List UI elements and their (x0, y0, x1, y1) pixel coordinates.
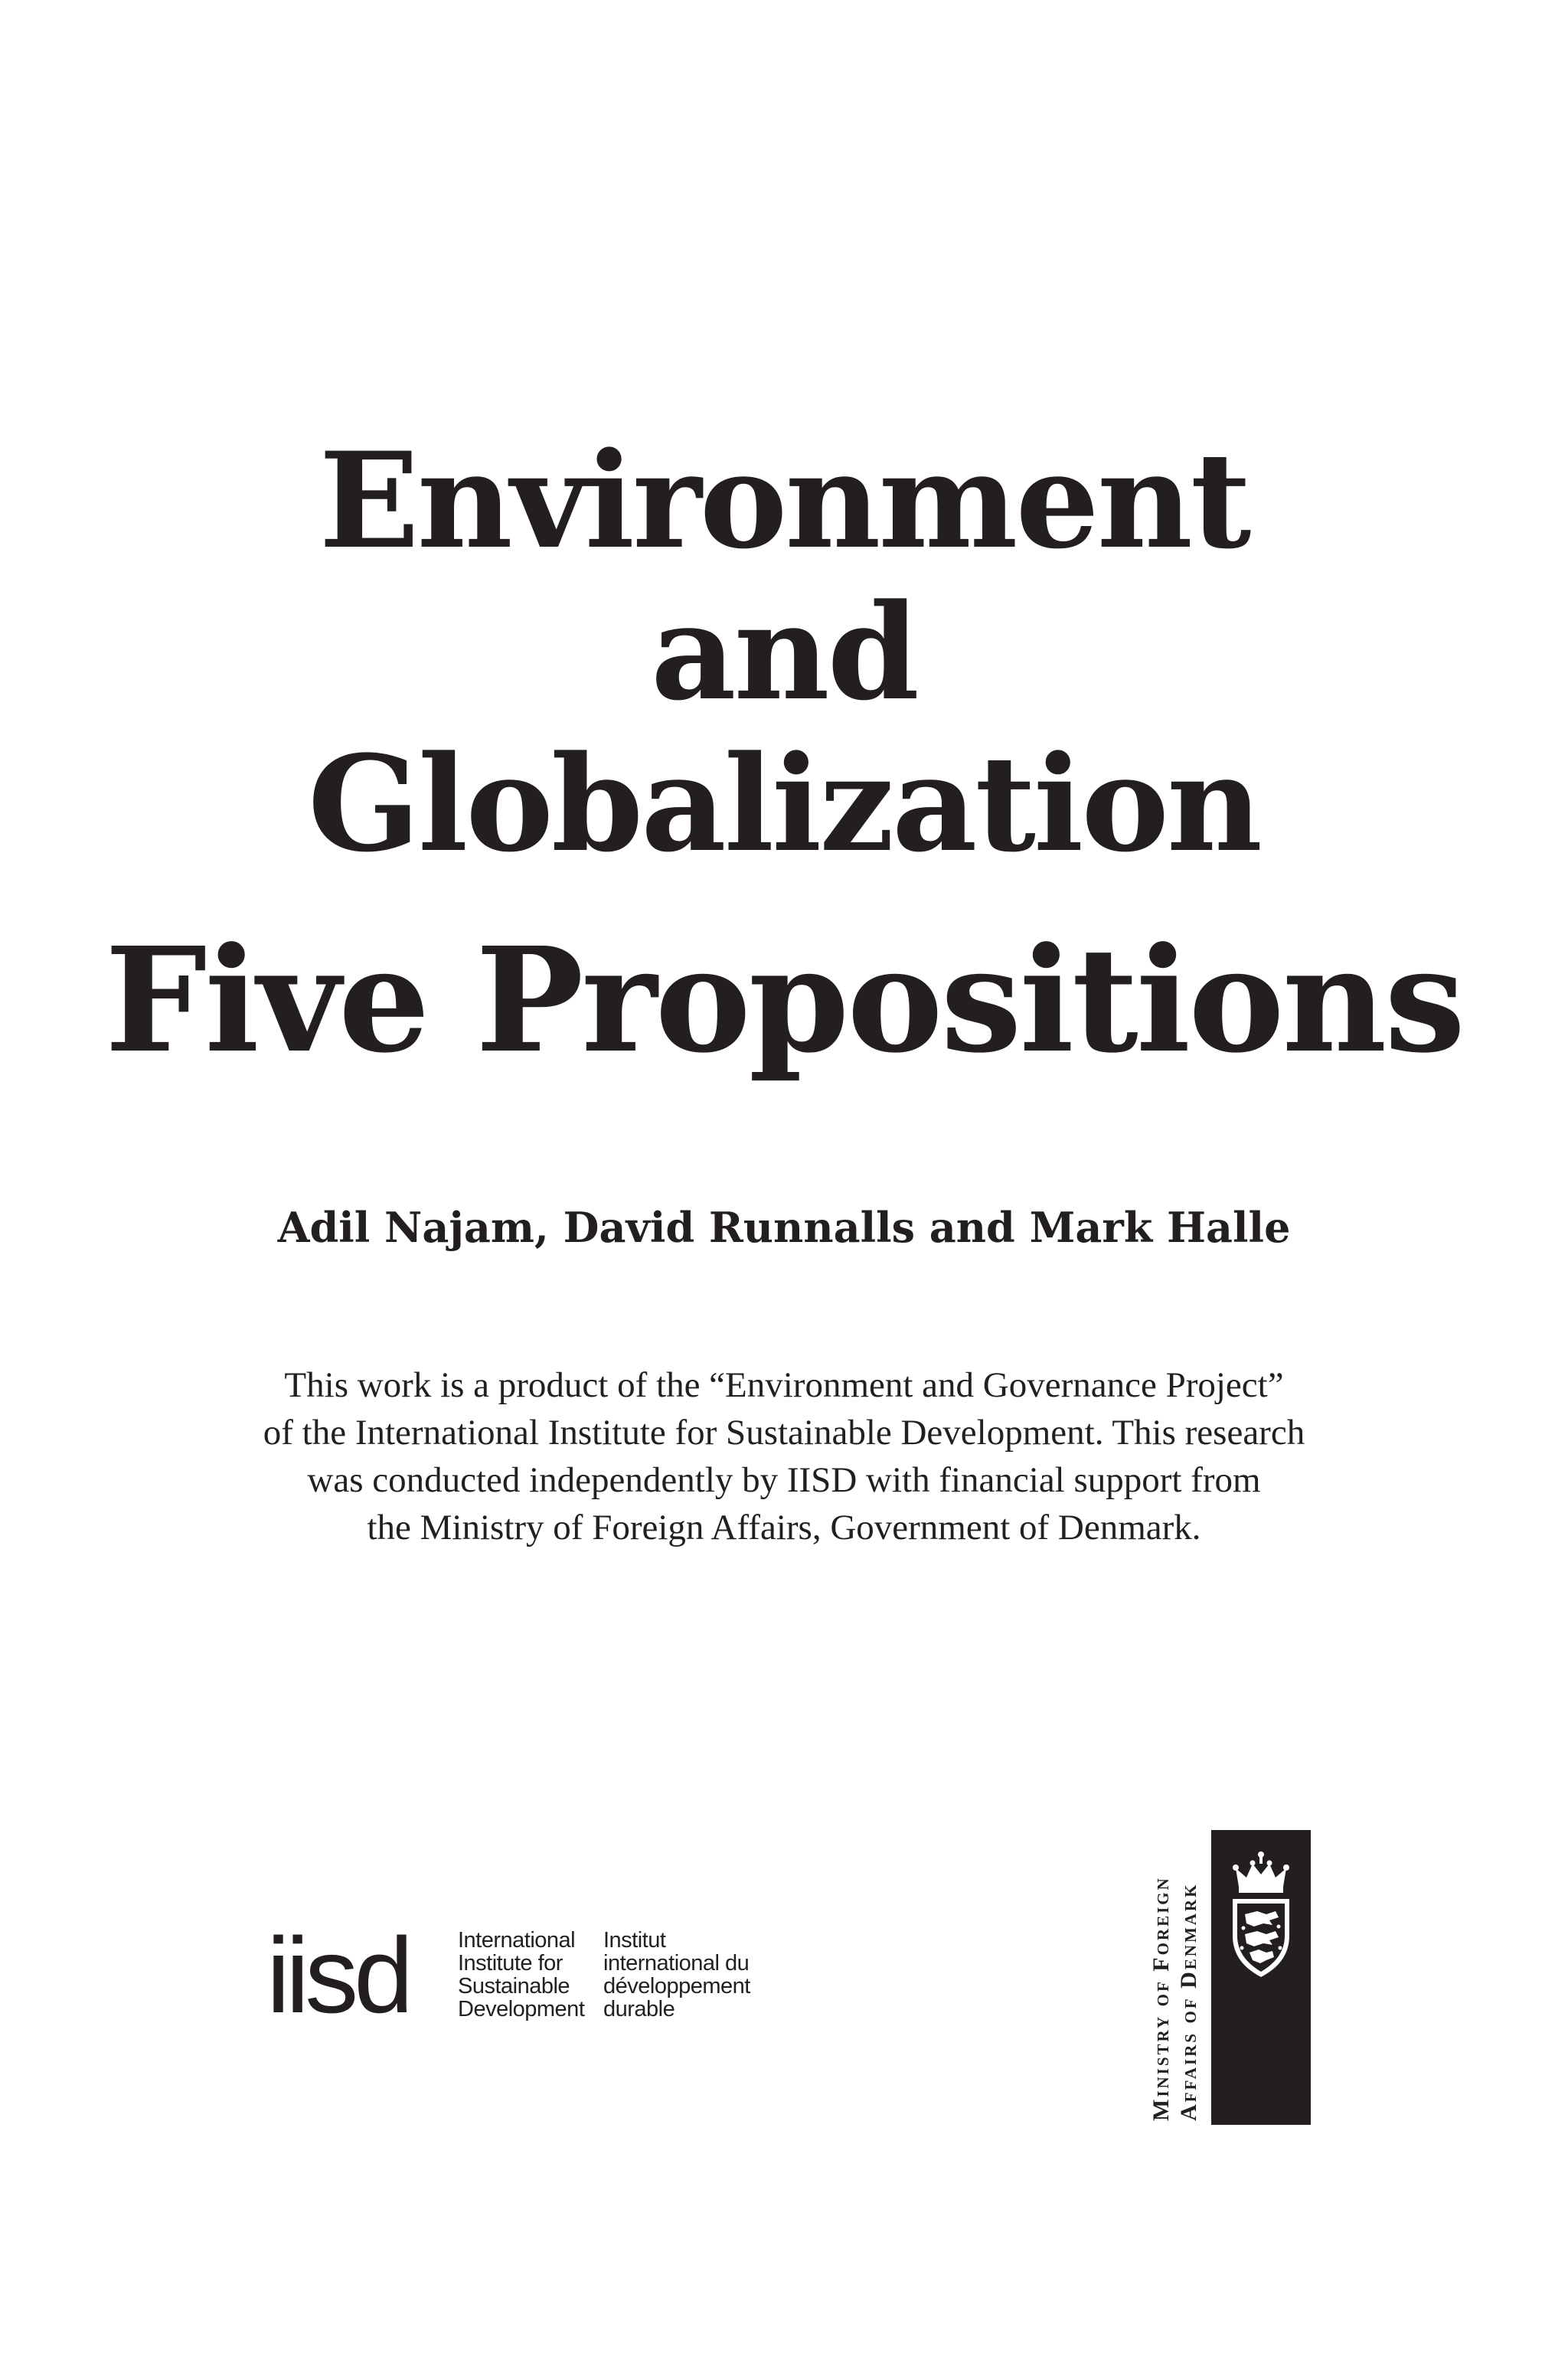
ministry-emblem-panel (1211, 1830, 1311, 2125)
iisd-french-name (603, 1929, 750, 2021)
iisd-french-line: international du (603, 1951, 750, 1976)
description-line: This work is a product of the “Environment and Governance Project” (284, 1365, 1284, 1405)
title-line-3: Globalization (307, 726, 1261, 881)
description-line: of the International Institute for Sustainable Development. This research (263, 1413, 1305, 1453)
subtitle: Five Propositions (104, 916, 1464, 1085)
main-title (0, 425, 1568, 880)
iisd-english-line: Institute for (458, 1951, 563, 1976)
ministry-logo (1133, 1830, 1311, 2125)
ministry-name-line-2: Affairs of Denmark (1176, 1882, 1201, 2121)
ministry-name-line-1: Ministry of Foreign (1148, 1876, 1174, 2121)
description (0, 1361, 1568, 1551)
description-line: the Ministry of Foreign Affairs, Government of Denmark. (367, 1508, 1201, 1547)
iisd-french-line: développement (603, 1974, 750, 1998)
title-line-2: and (651, 574, 917, 730)
ministry-name (1133, 1830, 1207, 2125)
iisd-logo (266, 1915, 772, 2041)
iisd-french-line: durable (603, 1997, 675, 2021)
iisd-wordmark: iisd (266, 1915, 410, 2035)
iisd-english-line: Development (458, 1997, 585, 2021)
iisd-english-name (458, 1929, 584, 2021)
authors: Adil Najam, David Runnalls and Mark Halle (277, 1203, 1291, 1252)
description-line: was conducted independently by IISD with financial support from (307, 1460, 1261, 1500)
danish-coat-of-arms-icon (1223, 1850, 1298, 1980)
title-line-1: Environment (318, 423, 1250, 578)
iisd-english-line: Sustainable (458, 1974, 570, 1998)
iisd-english-line: International (458, 1928, 576, 1953)
iisd-french-line: Institut (603, 1928, 666, 1953)
